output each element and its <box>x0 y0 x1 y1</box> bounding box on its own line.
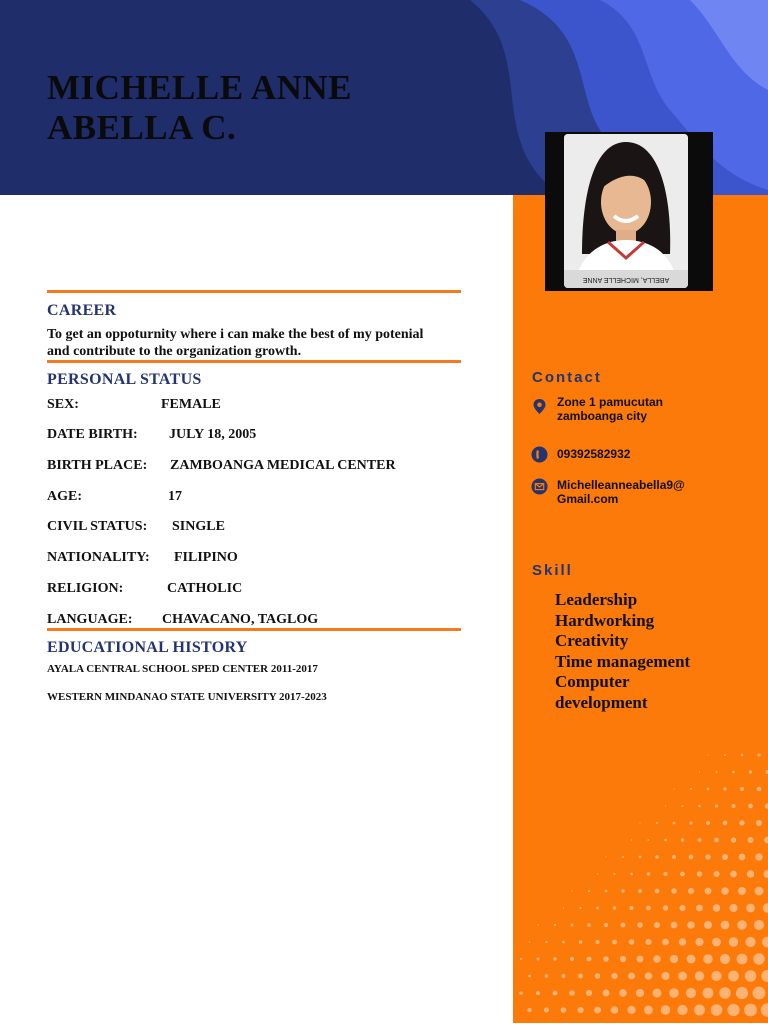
education-item: AYALA CENTRAL SCHOOL SPED CENTER 2011-2017 <box>47 663 318 675</box>
status-row-birth-place <box>47 458 396 474</box>
education-heading: EDUCATIONAL HISTORY <box>47 639 248 656</box>
address-line-1: Zone 1 pamucutan <box>557 395 664 409</box>
email-line-2: Gmail.com <box>557 492 619 506</box>
status-value: CATHOLIC <box>167 581 243 596</box>
name-line-2: ABELLA C. <box>47 108 237 147</box>
contact-heading: Contact <box>532 369 602 386</box>
status-row-language <box>47 612 319 628</box>
status-value: SINGLE <box>172 519 225 534</box>
status-label: RELIGION: <box>47 581 124 596</box>
status-value: 17 <box>168 489 182 504</box>
skill-item: Creativity <box>555 631 629 650</box>
skill-item: Time management <box>555 651 691 671</box>
contact-address <box>557 395 663 423</box>
divider-line <box>47 628 461 631</box>
career-heading: CAREER <box>47 302 117 319</box>
education-item: WESTERN MINDANAO STATE UNIVERSITY 2017-2023 <box>47 691 327 703</box>
contact-email <box>557 478 685 506</box>
status-row-civil-status <box>47 519 225 535</box>
divider-line <box>47 360 461 363</box>
name-line-1: MICHELLE ANNE <box>47 68 353 107</box>
skill-item: Hardworking <box>555 610 655 630</box>
personal-status-heading: PERSONAL STATUS <box>47 371 202 388</box>
location-pin-icon <box>531 398 548 415</box>
status-label: SEX: <box>47 397 79 412</box>
profile-photo <box>545 132 713 291</box>
career-objective: To get an oppoturnity where i can make the best of my potenial and contribute to the organization growth. <box>47 327 424 359</box>
status-value: FEMALE <box>161 397 221 412</box>
status-row-age <box>47 489 182 505</box>
status-label: CIVIL STATUS: <box>47 519 148 534</box>
skill-heading: Skill <box>532 562 573 579</box>
status-row-date-birth <box>47 427 257 443</box>
status-value: ZAMBOANGA MEDICAL CENTER <box>170 458 396 473</box>
skill-list <box>555 590 690 713</box>
status-value: FILIPINO <box>174 550 238 565</box>
skill-item: development <box>555 692 648 712</box>
skill-item: Computer <box>555 672 630 691</box>
status-label: NATIONALITY: <box>47 550 150 565</box>
person-name <box>47 68 352 148</box>
address-line-2: zamboanga city <box>557 409 648 423</box>
email-line-1: Michelleanneabella9@ <box>557 478 685 492</box>
portrait-illustration <box>564 134 688 288</box>
status-label: BIRTH PLACE: <box>47 458 148 473</box>
contact-phone: 09392582932 <box>557 447 631 461</box>
status-label: AGE: <box>47 489 82 504</box>
id-photo-card <box>564 134 688 288</box>
photo-card-label: ABELLA, MICHELLE ANNE <box>582 276 670 283</box>
status-label: DATE BIRTH: <box>47 427 138 442</box>
skill-item: Leadership <box>555 590 638 609</box>
status-label: LANGUAGE: <box>47 612 133 627</box>
status-value: JULY 18, 2005 <box>169 427 257 442</box>
status-row-religion <box>47 581 243 597</box>
status-row-sex <box>47 397 221 413</box>
status-value: CHAVACANO, TAGLOG <box>162 612 319 627</box>
phone-icon <box>531 446 548 463</box>
status-row-nationality <box>47 550 238 566</box>
divider-line <box>47 290 461 293</box>
envelope-icon <box>531 478 548 495</box>
